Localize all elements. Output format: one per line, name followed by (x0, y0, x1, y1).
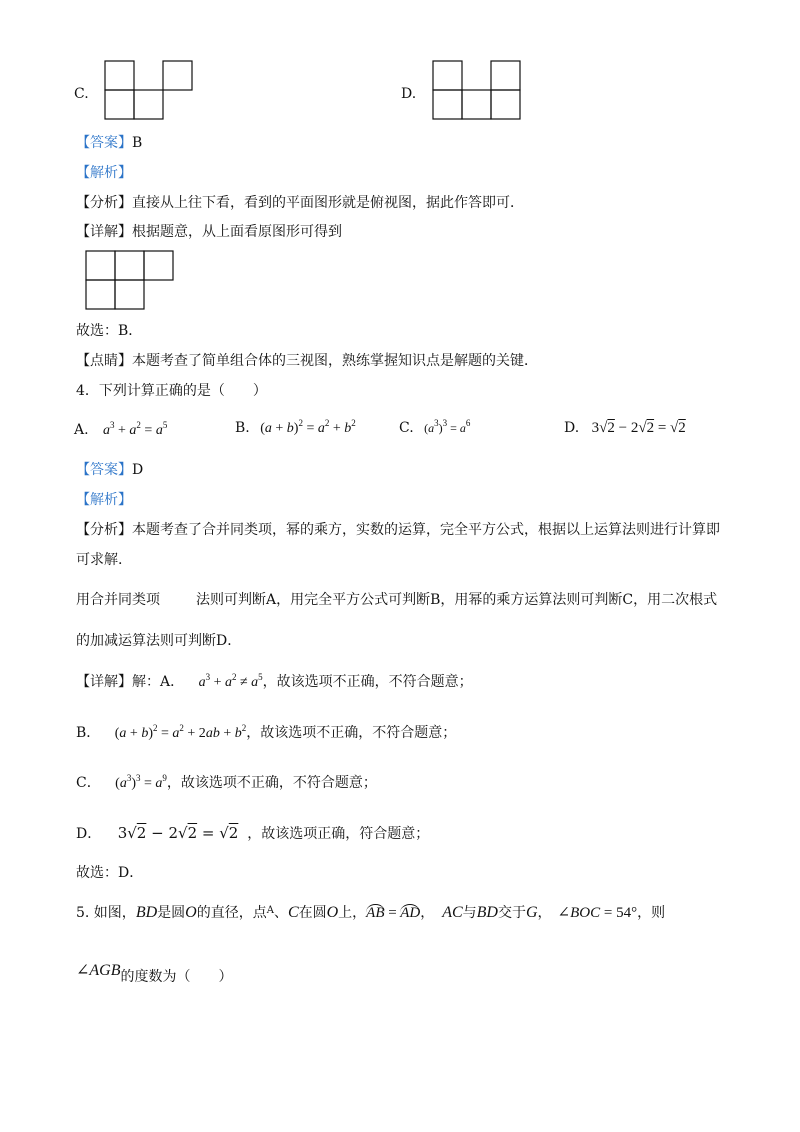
q4-fenxi-2: 可求解. (76, 552, 123, 568)
q5-t6: ， (420, 905, 435, 921)
math-bd: BD (135, 904, 158, 921)
math-o: O (185, 904, 197, 921)
answer-tag: 【答案】 (76, 135, 132, 151)
option-a-formula: $a^3 + a^2 = a^5$ (103, 420, 168, 438)
option-b-formula: $(a + b)^2 = a^2 + b^2$ (260, 418, 356, 436)
q4-option-d (564, 419, 686, 437)
option-a-label: A. (74, 422, 89, 438)
q5-angle-tail: 的度数为（ ） (120, 969, 233, 985)
q4-fenxi-1 (76, 521, 720, 539)
q5-t2: 的直径，点 (196, 905, 267, 921)
detail-c-formula: $(a^3)^3 = a^9$ (115, 773, 167, 791)
q5-t10: ，则 (637, 905, 666, 921)
option-c-label-q4: C. (399, 420, 414, 436)
math-bd2: BD (476, 904, 498, 921)
detail-b-label: B． (76, 725, 101, 741)
method-part-a: 用合并同类项 (76, 592, 160, 608)
q4-method-2: 的加减运算法则可判断D． (76, 633, 242, 649)
answer-value: B (132, 135, 143, 151)
q4-detail-c (76, 774, 377, 793)
detail-c-label: C． (76, 775, 101, 791)
math-arc-eq: AB = AD (366, 905, 421, 921)
detail-tag: 【详解】 (76, 224, 132, 240)
q5-t8: 交于 (497, 905, 526, 921)
math-c: C (287, 904, 299, 921)
math-angle-agb: ∠AGB (76, 962, 121, 979)
detail-text: 根据题意，从上面看原图形可得到 (132, 224, 342, 240)
detail-b-comment: ，故该选项不正确，不符合题意； (246, 725, 457, 741)
q4-method-1 (76, 591, 717, 609)
fenxi-text: 直接从上往下看，看到的平面图形就是俯视图，据此作答即可． (132, 195, 524, 211)
detail-a-comment: ，故该选项不正确，不符合题意； (262, 674, 473, 690)
option-d-label: D. (401, 86, 417, 102)
math-o2: O (326, 904, 339, 921)
answer-value: D (132, 462, 144, 478)
q5-t3: 、 (273, 905, 288, 921)
q3-answer-line (76, 134, 142, 152)
q5-t1: 是圆 (157, 905, 186, 921)
fenxi-tag: 【分析】 (76, 522, 132, 538)
q5-stem-line1 (76, 902, 665, 922)
detail-d-comment: ，故该选项正确，符合题意； (247, 826, 430, 842)
q4-detail-b (76, 724, 456, 743)
detail-a-prefix: 解：A． (132, 674, 185, 690)
q5-t9: ， (537, 905, 552, 921)
analysis-tag: 【解析】 (76, 165, 132, 181)
q4-detail-d (76, 824, 429, 843)
detail-tag: 【详解】 (76, 674, 132, 690)
math-angle-boc: ∠BOC = 54° (557, 905, 638, 921)
option-c-label: C. (74, 86, 89, 102)
q3-fenxi (76, 194, 524, 212)
q4-option-b (235, 419, 356, 438)
option-d-formula: 3√2 − 2√2 = √2 (591, 420, 686, 436)
fenxi-tag: 【分析】 (76, 195, 132, 211)
q3-choose: 故选：B． (76, 323, 143, 339)
detail-d-label: D． (76, 826, 102, 842)
analysis-tag: 【解析】 (76, 492, 132, 508)
math-a: A (266, 905, 274, 916)
detail-a-formula: $a^3 + a^2 \ne a^5$ (198, 672, 263, 690)
answer-tag: 【答案】 (76, 462, 132, 478)
option-b-label: B. (235, 420, 250, 436)
math-g: G (525, 904, 538, 921)
method-part-b: 法则可判断A，用完全平方公式可判断B，用幂的乘方运算法则可判断C，用二次根式 (196, 592, 718, 608)
comment-text: 本题考查了简单组合体的三视图，熟练掌握知识点是解题的关键． (132, 353, 538, 369)
option-d-label-q4: D. (564, 420, 580, 436)
math-ac: AC (442, 904, 463, 921)
q4-option-c (399, 419, 470, 437)
q4-choose: 故选：D． (76, 865, 144, 881)
fenxi-text: 本题考查了合并同类项，幂的乘方，实数的运算，完全平方公式，根据以上运算法则进行计算即 (132, 522, 720, 538)
q3-detail (76, 223, 342, 241)
comment-tag: 【点睛】 (76, 353, 132, 369)
q5-t5: 上， (338, 905, 367, 921)
q5-stem-line2 (76, 962, 233, 985)
q4-detail-a (76, 673, 473, 692)
q3-comment (76, 352, 538, 370)
q5-t7: 与 (462, 905, 477, 921)
q5-t4: 在圆 (298, 905, 327, 921)
q4-option-a (74, 421, 167, 440)
detail-d-formula: 3√2 − 2√2 = √2 (117, 824, 239, 842)
q4-answer-line (76, 461, 143, 479)
detail-b-formula: $(a + b)^2 = a^2 + 2ab + b^2$ (114, 723, 247, 741)
detail-c-comment: ，故该选项不正确，不符合题意； (166, 775, 377, 791)
q5-prefix: 5. 如图， (76, 905, 136, 921)
option-c-formula: $(a^3)^3 = a^6$ (424, 418, 471, 435)
q4-stem: 4．下列计算正确的是（ ） (76, 383, 267, 399)
